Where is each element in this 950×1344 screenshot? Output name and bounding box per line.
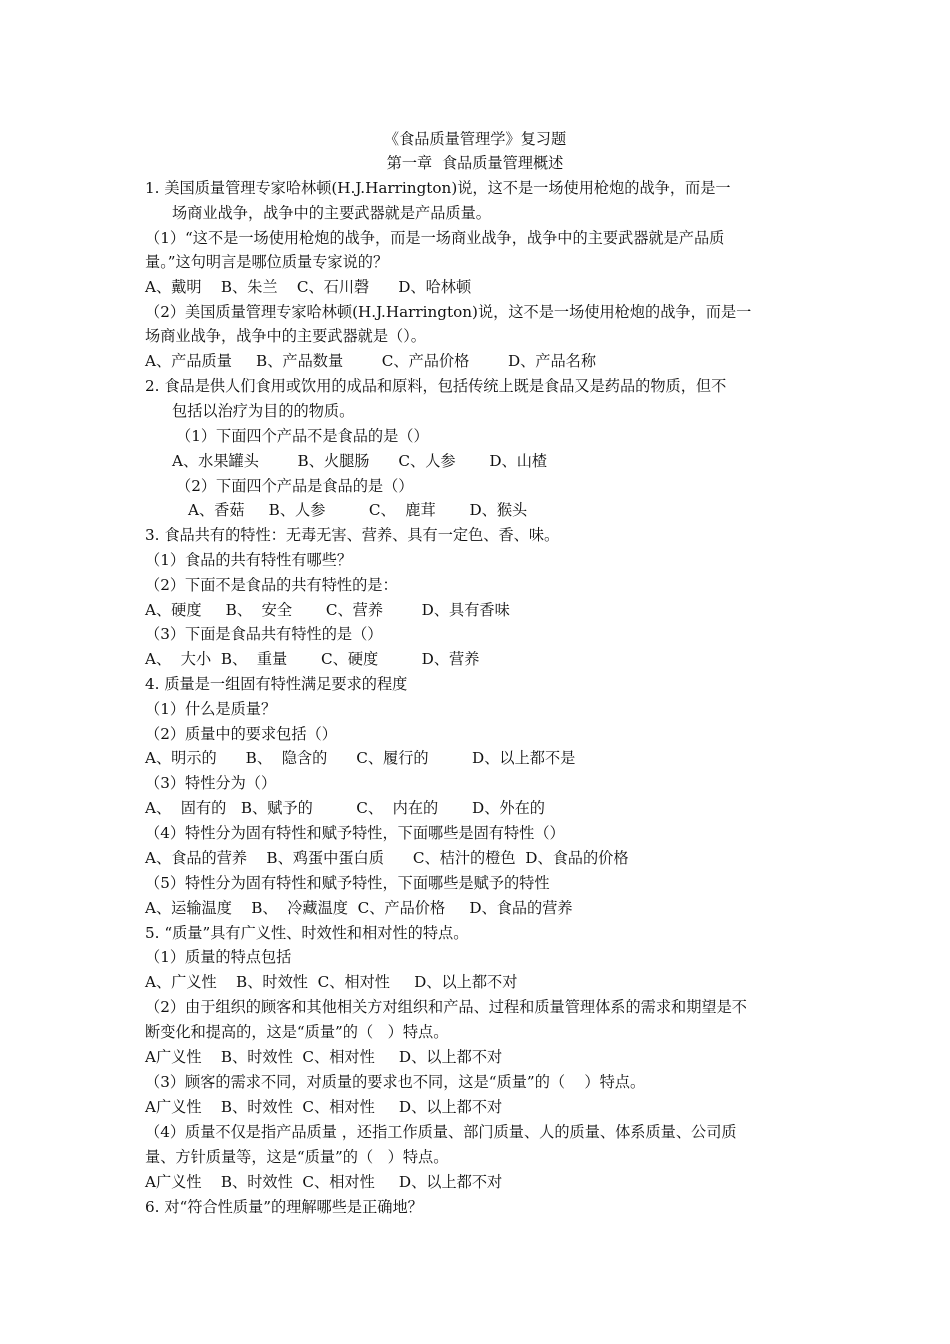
options-5-3: A广义性 B、时效性 C、相对性 D、以上都不对 xyxy=(145,1098,503,1116)
options-4-5: A、运输温度 B、 冷藏温度 C、产品价格 D、食品的营养 xyxy=(145,899,573,917)
question-3: 3. 食品共有的特性：无毒无害、营养、具有一定色、香、味。 xyxy=(145,526,560,544)
options-5-2: A广义性 B、时效性 C、相对性 D、以上都不对 xyxy=(145,1048,503,1066)
subquestion-4-2: （2）质量中的要求包括（） xyxy=(145,725,337,743)
question-2-continued: 包括以治疗为目的的物质。 xyxy=(172,402,355,420)
subquestion-1-1-continued: 量。”这句明言是哪位质量专家说的？ xyxy=(145,253,389,271)
options-4-4: A、食品的营养 B、鸡蛋中蛋白质 C、桔汁的橙色 D、食品的价格 xyxy=(145,849,629,867)
subquestion-1-2-continued: 场商业战争，战争中的主要武器就是（）。 xyxy=(145,327,426,345)
subquestion-4-5: （5）特性分为固有特性和赋予特性，下面哪些是赋予的特性 xyxy=(145,874,550,892)
options-2-2: A、香菇 B、人参 C、 鹿茸 D、猴头 xyxy=(188,501,528,519)
options-4-3: A、 固有的 B、赋予的 C、 内在的 D、外在的 xyxy=(145,799,545,817)
subquestion-5-2-continued: 断变化和提高的，这是“质量”的（ ）特点。 xyxy=(145,1023,449,1041)
subquestion-5-1: （1）质量的特点包括 xyxy=(145,948,292,966)
options-1-1: A、戴明 B、朱兰 C、石川磬 D、哈林顿 xyxy=(145,278,472,296)
question-1: 1. 美国质量管理专家哈林顿(H.J.Harrington)说，这不是一场使用枪炮的战争，而是一 xyxy=(145,179,731,197)
document-title: 《食品质量管理学》复习题 xyxy=(383,130,567,148)
question-2: 2. 食品是供人们食用或饮用的成品和原料，包括传统上既是食品又是药品的物质，但不 xyxy=(145,377,727,395)
subquestion-3-2: （2）下面不是食品的共有特性的是： xyxy=(145,576,398,594)
subquestion-2-1: （1）下面四个产品不是食品的是（） xyxy=(176,427,429,445)
subquestion-1-1: （1）“这不是一场使用枪炮的战争，而是一场商业战争，战争中的主要武器就是产品质 xyxy=(145,229,725,247)
question-5: 5. “质量”具有广义性、时效性和相对性的特点。 xyxy=(145,924,469,942)
subquestion-5-4: （4）质量不仅是指产品质量 ，还指工作质量、部门质量、人的质量、体系质量、公司质 xyxy=(145,1123,737,1141)
options-5-4: A广义性 B、时效性 C、相对性 D、以上都不对 xyxy=(145,1173,503,1191)
question-1-continued: 场商业战争，战争中的主要武器就是产品质量。 xyxy=(172,204,491,222)
subquestion-5-3: （3）顾客的需求不同，对质量的要求也不同，这是“质量”的（ ）特点。 xyxy=(145,1073,646,1091)
options-1-2: A、产品质量 B、产品数量 C、产品价格 D、产品名称 xyxy=(145,352,597,370)
options-2-1: A、水果罐头 B、火腿肠 C、人参 D、山楂 xyxy=(172,452,548,470)
subquestion-4-3: （3）特性分为（） xyxy=(145,774,277,792)
question-6: 6. 对“符合性质量”的理解哪些是正确地？ xyxy=(145,1198,423,1216)
chapter-heading: 第一章 食品质量管理概述 xyxy=(386,154,564,172)
options-3-2: A、硬度 B、 安全 C、营养 D、具有香味 xyxy=(145,601,510,619)
subquestion-5-4-continued: 量、方针质量等，这是“质量”的（ ）特点。 xyxy=(145,1148,449,1166)
options-3-3: A、 大小 B、 重量 C、硬度 D、营养 xyxy=(145,650,480,668)
subquestion-3-3: （3）下面是食品共有特性的是（） xyxy=(145,625,383,643)
subquestion-1-2: （2）美国质量管理专家哈林顿(H.J.Harrington)说，这不是一场使用枪炮的战争，而是一 xyxy=(145,303,752,321)
subquestion-4-1: （1）什么是质量？ xyxy=(145,700,277,718)
subquestion-5-2: （2）由于组织的顾客和其他相关方对组织和产品、过程和质量管理体系的需求和期望是不 xyxy=(145,998,747,1016)
subquestion-3-1: （1）食品的共有特性有哪些？ xyxy=(145,551,353,569)
options-5-1: A、广义性 B、时效性 C、相对性 D、以上都不对 xyxy=(145,973,518,991)
options-4-2: A、明示的 B、 隐含的 C、履行的 D、以上都不是 xyxy=(145,749,576,767)
subquestion-2-2: （2）下面四个产品是食品的是（） xyxy=(176,477,414,495)
subquestion-4-4: （4）特性分为固有特性和赋予特性，下面哪些是固有特性（） xyxy=(145,824,565,842)
question-4: 4. 质量是一组固有特性满足要求的程度 xyxy=(145,675,408,693)
